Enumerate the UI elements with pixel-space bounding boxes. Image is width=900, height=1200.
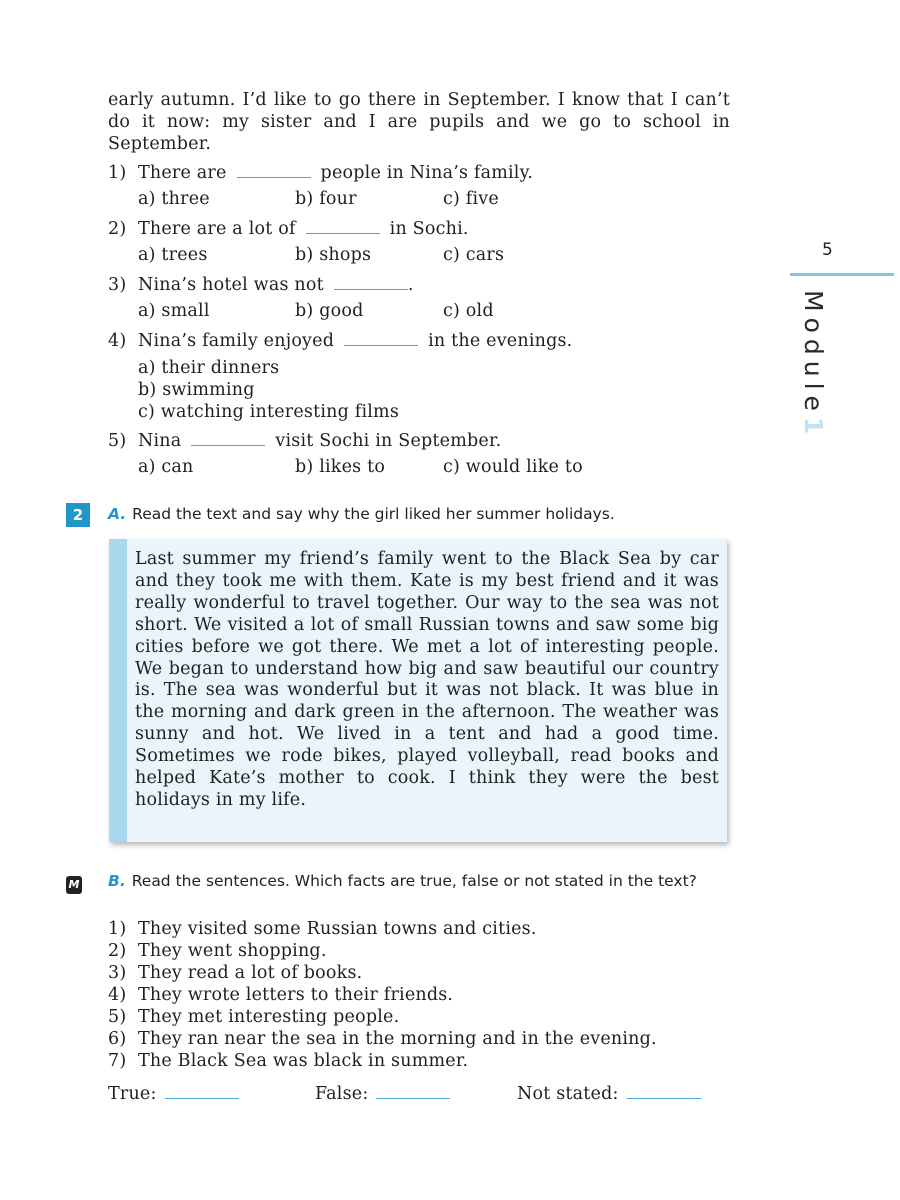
fact-text: The Black Sea was black in summer. xyxy=(138,1051,469,1071)
question-text-after: visit Sochi in September. xyxy=(275,431,502,451)
option[interactable]: a) three xyxy=(138,189,210,209)
question-1 xyxy=(108,163,533,183)
question-text-after: people in Nina’s family. xyxy=(320,163,534,183)
option[interactable]: b) shops xyxy=(295,245,372,265)
list-item xyxy=(108,962,657,984)
list-item xyxy=(108,918,657,940)
reading-passage: Last summer my friend’s family went to the Black Sea by car and they took me with them. Kate is my best friend and it was really wonderful to travel together. Our way to the sea was not short. We visited a lot of small Russian towns and saw some big cities before we got there. We met a lot of interesting people. We began to understand how big and saw beautiful our country is. The sea was wonderful but it was not black. It was blue in the morning and dark green in the afternoon. The weather was sunny and hot. We lived in a tent and had a good time. Sometimes we rode bikes, played volleyball, read books and helped Kate’s mother to cook. I think they were the best holidays in my life. xyxy=(135,549,719,810)
option[interactable]: a) can xyxy=(138,457,194,477)
list-item xyxy=(108,1028,657,1050)
question-number: 3) xyxy=(108,275,127,295)
answer-blank[interactable] xyxy=(237,163,311,178)
question-3 xyxy=(108,275,414,295)
question-text-before: There are a lot of xyxy=(138,219,296,239)
fact-text: They wrote letters to their friends. xyxy=(138,985,454,1005)
answer-blank[interactable] xyxy=(191,431,265,446)
fact-number: 1) xyxy=(108,919,127,939)
fact-text: They read a lot of books. xyxy=(138,963,363,983)
intro-paragraph: early autumn. I’d like to go there in September. I know that I can’t do it now: my sister and I are pupils and we go to school in September. xyxy=(108,90,730,154)
option[interactable]: a) small xyxy=(138,301,210,321)
question-text-after: in Sochi. xyxy=(389,219,469,239)
not-stated-answer-blank[interactable] xyxy=(627,1084,701,1099)
task-letter: B. xyxy=(108,872,126,890)
question-text-after: . xyxy=(407,275,414,295)
fact-number: 7) xyxy=(108,1051,127,1071)
answer-blank[interactable] xyxy=(344,331,418,346)
false-answer xyxy=(315,1084,460,1104)
page-number: 5 xyxy=(822,240,833,260)
module-word: Module xyxy=(799,290,828,417)
false-label: False: xyxy=(315,1084,369,1104)
fact-number: 2) xyxy=(108,941,127,961)
question-text-before: Nina xyxy=(138,431,182,451)
option[interactable]: c) would like to xyxy=(443,457,583,477)
fact-text: They went shopping. xyxy=(138,941,327,961)
task-b xyxy=(108,871,730,891)
question-number: 4) xyxy=(108,331,127,351)
not-stated-label: Not stated: xyxy=(517,1084,619,1104)
option[interactable]: c) five xyxy=(443,189,499,209)
question-4 xyxy=(108,331,572,351)
question-number: 2) xyxy=(108,219,127,239)
question-5 xyxy=(108,431,501,451)
answer-blank[interactable] xyxy=(334,275,408,290)
fact-number: 5) xyxy=(108,1007,127,1027)
true-answer xyxy=(108,1084,249,1104)
option[interactable]: a) trees xyxy=(138,245,208,265)
true-answer-blank[interactable] xyxy=(165,1084,239,1099)
option[interactable]: c) watching interesting films xyxy=(138,402,400,422)
task-instruction: Read the sentences. Which facts are true, false or not stated in the text? xyxy=(131,872,697,890)
list-item xyxy=(108,1050,657,1072)
answer-row xyxy=(108,1084,748,1108)
answer-blank[interactable] xyxy=(306,219,380,234)
exercise-number-badge: 2 xyxy=(66,503,90,527)
fact-text: They ran near the sea in the morning and in the evening. xyxy=(138,1029,657,1049)
option[interactable]: b) likes to xyxy=(295,457,386,477)
fact-text: They met interesting people. xyxy=(138,1007,400,1027)
list-item xyxy=(108,984,657,1006)
false-answer-blank[interactable] xyxy=(376,1084,450,1099)
fact-text: They visited some Russian towns and cities. xyxy=(138,919,537,939)
option[interactable]: b) good xyxy=(295,301,364,321)
module-number: 1 xyxy=(799,416,828,441)
m-icon: M xyxy=(66,876,82,894)
options-4 xyxy=(138,357,399,423)
option[interactable]: b) four xyxy=(295,189,357,209)
module-label xyxy=(799,290,828,440)
task-a xyxy=(108,505,615,523)
reading-passage-box xyxy=(109,539,727,842)
task-instruction: Read the text and say why the girl liked her summer holidays. xyxy=(132,505,615,523)
option[interactable]: c) old xyxy=(443,301,494,321)
question-text-after: in the evenings. xyxy=(428,331,573,351)
task-letter: A. xyxy=(108,505,127,523)
true-label: True: xyxy=(108,1084,157,1104)
fact-number: 6) xyxy=(108,1029,127,1049)
question-number: 5) xyxy=(108,431,127,451)
question-2 xyxy=(108,219,469,239)
question-text-before: There are xyxy=(138,163,227,183)
option[interactable]: c) cars xyxy=(443,245,505,265)
not-stated-answer xyxy=(517,1084,711,1104)
list-item xyxy=(108,1006,657,1028)
question-number: 1) xyxy=(108,163,127,183)
question-text-before: Nina’s hotel was not xyxy=(138,275,324,295)
fact-number: 3) xyxy=(108,963,127,983)
side-divider xyxy=(790,273,894,276)
option[interactable]: b) swimming xyxy=(138,380,255,400)
option[interactable]: a) their dinners xyxy=(138,358,280,378)
question-text-before: Nina’s family enjoyed xyxy=(138,331,335,351)
fact-number: 4) xyxy=(108,985,127,1005)
facts-list xyxy=(108,918,657,1072)
list-item xyxy=(108,940,657,962)
